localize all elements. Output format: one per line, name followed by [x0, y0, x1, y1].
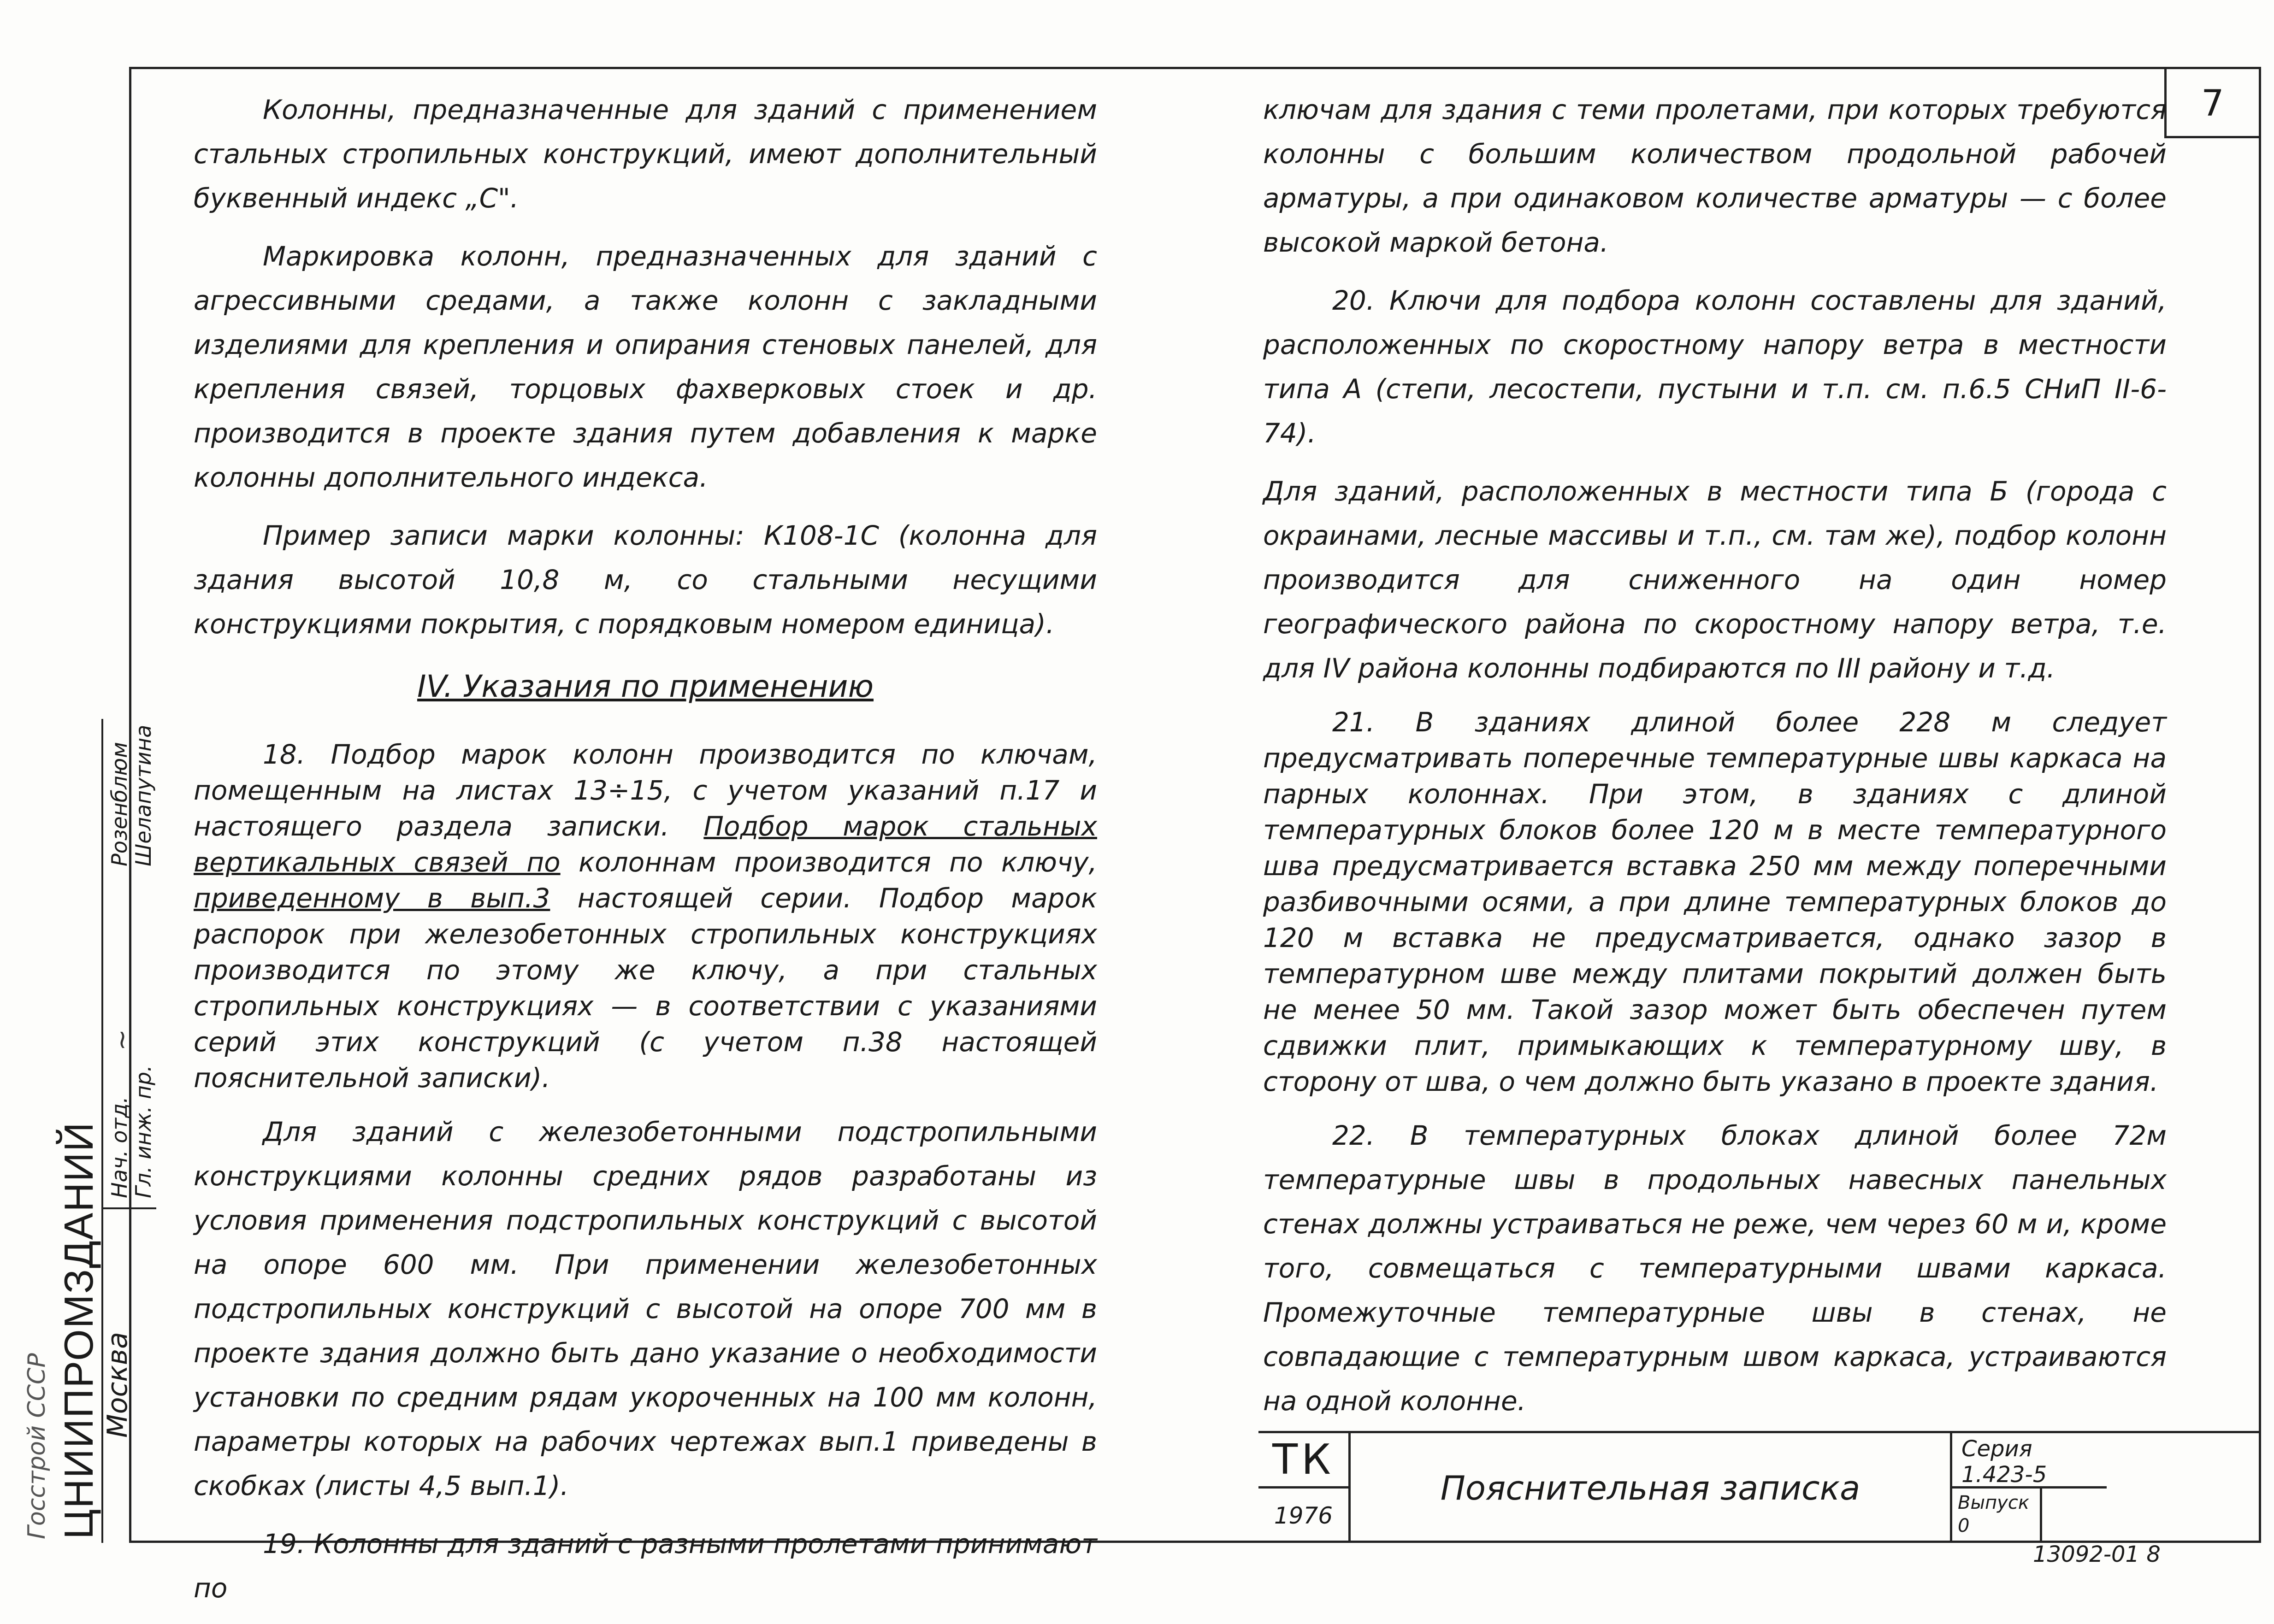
title-block-year: 1976: [1258, 1489, 1351, 1543]
paragraph-columns-index: Колонны, предназначенные для зданий с применением стальных стропильных конструкций, имеют дополнительный буквенный индекс „С".: [194, 94, 1097, 214]
title-block-code: ТК: [1258, 1433, 1351, 1489]
side-stamp: [9, 719, 156, 1543]
paragraph-19: 19. Колонны для зданий с разными пролетами принимают по: [194, 1528, 1097, 1604]
title-block-issue: [1950, 1489, 2042, 1543]
issue-label: Выпуск: [1958, 1492, 2029, 1513]
title-block: [1258, 1431, 2259, 1541]
paragraph-18-cont: Для зданий с железобетонными подстропильными конструкциями колонны средних рядов разработаны из условия применения подстропильных конструкций с высотой на опоре 600 мм. При применении железобетонных подстропильных конструкций с высотой на опоре 700 мм в проекте здания должно быть дано указание о необходимости установки по средним рядам укороченных на 100 мм колонн, параметры которых на рабочих чертежах вып.1 приведены в скобках (листы 4,5 вып.1).: [194, 1116, 1097, 1501]
paragraph-example: Пример записи марки колонны: К108-1С (колонна для здания высотой 10,8 м, со стальными несущими конструкциями покрытия, с порядковым номером единица).: [194, 520, 1097, 640]
city-label: Москва: [101, 1332, 134, 1438]
signature-1: ~: [107, 1029, 137, 1051]
name-1: Розенблюм: [107, 742, 132, 866]
paragraph-19-cont: ключам для здания с теми пролетами, при которых требуются колонны с большим количеством продольной рабочей арматуры, а при одинаковом количестве арматуры — с более высокой маркой бетона.: [1263, 94, 2167, 258]
paragraph-20a: 20. Ключи для подбора колонн составлены для зданий, расположенных по скоростному напору ветра в местности типа А (степи, лесостепи, пустыни и т.п. см. п.6.5 СНиП II-6-74).: [1263, 285, 2167, 449]
paragraph-18-text-c: настоящей серии. Подбор марок распорок при железобетонных стропильных конструкциях производится по этому же ключу, а при стальных стропильных конструкциях — в соответствии с указаниями серий этих конструкций (с учетом п.38 настоящей пояснительной записки).: [194, 883, 1097, 1094]
paragraph-22: 22. В температурных блоках длиной более 72м температурные швы в продольных навесных панельных стенах должны устраиваться не реже, чем через 60 м и, кроме того, совмещаться с температурными швами каркаса. Промежуточные температурные швы в стенах, не совпадающие с температурным швом каркаса, устраиваются на одной колонне.: [1263, 1120, 2167, 1417]
paragraph-18-underlined-1: Подбор марок стальных вертикальных связей по: [194, 811, 1097, 878]
title-block-title: Пояснительная записка: [1440, 1469, 1861, 1507]
section-heading: IV. Указания по применению: [417, 669, 874, 704]
right-column: [1263, 88, 2167, 1437]
signature-table: [101, 719, 154, 1543]
paragraph-18-text-b: колоннам производится по ключу,: [560, 847, 1097, 878]
paragraph-20b: Для зданий, расположенных в местности типа Б (города с окраинами, лесные массивы и т.п., см. там же), подбор колонн производится для сниженного на один номер географического района по скоростному напору ветра, т.е. для IV района колонны подбираются по III району и т.д.: [1263, 476, 2167, 684]
role-2: Гл. инж. пр.: [131, 1065, 156, 1198]
paragraph-18: [194, 736, 1097, 1096]
left-column: [194, 88, 1097, 1624]
page-number: 7: [2164, 69, 2259, 138]
paragraph-18-text-a: 18. Подбор марок колонн производится по ключам, помещенным на листах 13÷15, с учетом указаний п.17 и настоящего раздела записки.: [194, 739, 1097, 842]
series-label: Серия: [1961, 1436, 2032, 1462]
organization-name: ЦНИИПРОМЗДАНИЙ: [56, 1121, 101, 1539]
paragraph-marking: Маркировка колонн, предназначенных для зданий с агрессивными средами, а также колонн с закладными изделиями для крепления и опирания стеновых панелей, для крепления связей, торцовых фахверковых стоек и др. производится в проекте здания путем добавления к марке колонны дополнительного индекса.: [194, 241, 1097, 493]
issue-value: 0: [1958, 1515, 1970, 1536]
paragraph-21: 21. В зданиях длиной более 228 м следует предусматривать поперечные температурные швы каркаса на парных колоннах. При этом, в зданиях с длиной температурных блоков более 120 м в месте температурного шва предусматривается вставка 250 мм между поперечными разбивочными осями, а при длине температурных блоков до 120 м вставка не предусматривается, однако зазор в температурном шве между плитами покрытий должен быть не менее 50 мм. Такой зазор может быть обеспечен путем сдвижки плит, примыкающих к температурному шву, в сторону от шва, о чем должно быть указано в проекте здания.: [1263, 706, 2167, 1097]
name-2: Шелапутина: [131, 724, 156, 866]
paragraph-18-underlined-2: приведенному в вып.3: [194, 883, 550, 914]
title-block-series: [1950, 1433, 2107, 1489]
role-1: Нач. отд.: [107, 1096, 132, 1198]
document-code: 13092-01 8: [2033, 1542, 2161, 1567]
ministry-label: Госстрой СССР: [23, 1353, 51, 1539]
series-value: 1.423-5: [1961, 1462, 2047, 1488]
